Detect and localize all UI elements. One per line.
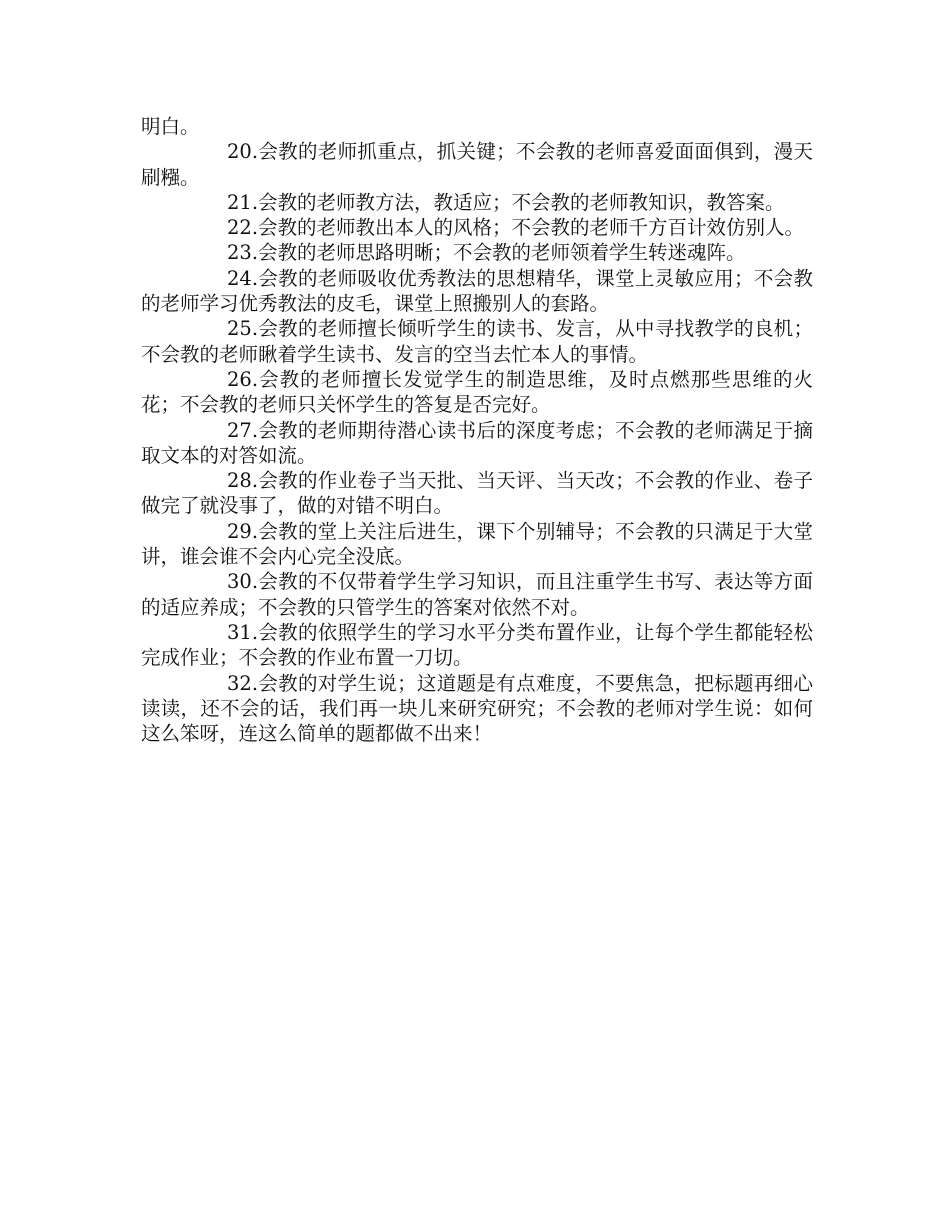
list-item-20: 20.会教的老师抓重点，抓关键；不会教的老师喜爱面面俱到，漫天刷糨。 xyxy=(141,140,813,189)
list-item-24: 24.会教的老师吸收优秀教法的思想精华，课堂上灵敏应用；不会教的老师学习优秀教法的皮毛，课堂上照搬别人的套路。 xyxy=(141,266,813,316)
list-item-32: 32.会教的对学生说；这道题是有点难度，不要焦急，把标题再细心读读，还不会的话，我们再一块儿来研究研究；不会教的老师对学生说：如何这么笨呀，连这么简单的题都做不出来！ xyxy=(141,671,813,746)
document-body xyxy=(141,114,813,746)
list-item-23: 23.会教的老师思路明晰；不会教的老师领着学生转迷魂阵。 xyxy=(227,241,746,265)
list-item-21: 21.会教的老师教方法，教适应；不会教的老师教知识，教答案。 xyxy=(227,190,785,214)
list-item-27: 27.会教的老师期待潜心读书后的深度考虑；不会教的老师满足于摘取文本的对答如流。 xyxy=(141,418,813,467)
list-item-30: 30.会教的不仅带着学生学习知识，而且注重学生书写、表达等方面的适应养成；不会教的只管学生的答案对依然不对。 xyxy=(141,570,813,619)
list-item-22: 22.会教的老师教出本人的风格；不会教的老师千方百计效仿别人。 xyxy=(227,216,805,240)
continuation-text: 明白。 xyxy=(141,115,200,138)
list-item-31: 31.会教的依照学生的学习水平分类布置作业，让每个学生都能轻松完成作业；不会教的作业布置一刀切。 xyxy=(141,620,813,670)
list-item-29: 29.会教的堂上关注后进生，课下个别辅导；不会教的只满足于大堂讲，谁会谁不会内心完全没底。 xyxy=(141,519,813,569)
list-item-26: 26.会教的老师擅长发觉学生的制造思维，及时点燃那些思维的火花；不会教的老师只关怀学生的答复是否完好。 xyxy=(141,367,813,417)
list-item-25: 25.会教的老师擅长倾听学生的读书、发言，从中寻找教学的良机；不会教的老师瞅着学生读书、发言的空当去忙本人的事情。 xyxy=(141,317,813,366)
list-item-28: 28.会教的作业卷子当天批、当天评、当天改；不会教的作业、卷子做完了就没事了，做的对错不明白。 xyxy=(141,469,813,518)
